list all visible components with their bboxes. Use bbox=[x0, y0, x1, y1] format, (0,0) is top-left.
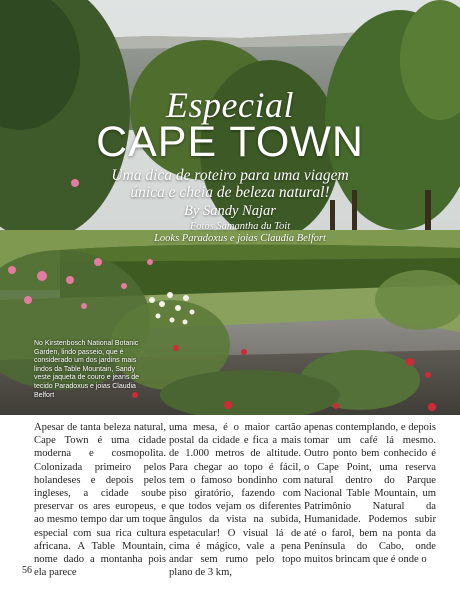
byline: By Sandy Najar bbox=[184, 203, 276, 219]
photo-caption: No Kirstenbosch National Botanic Garden, lindo passeio, que é considerado um dos jardins mais lindos da Table Mountain, Sandy veste jaqueta de couro e jeans de tecido Paradoxus e joias Claudia Belfort bbox=[34, 340, 140, 399]
text-column-1 bbox=[34, 421, 166, 579]
text-column-3 bbox=[304, 421, 436, 566]
credits-looks: Looks Paradoxus e joias Claudia Belfort bbox=[154, 233, 326, 244]
column-3-text: apenas contemplando, e depois tomar um café lá mesmo. Outro ponto bem conhecido é o Cape Point, uma reserva natural dentro do Parque Nacional Table Mountain, um Patrimônio Natural da Humanidade. Podemos subir até o farol, bem na ponta da Península do Cabo, onde muitos brincam que é onde o bbox=[304, 422, 436, 566]
section-kicker: Especial bbox=[166, 85, 294, 125]
column-2-text: uma mesa, é o maior cartão postal da cidade e fica a mais de 1.000 metros de altitude. Para chegar ao topo é fácil, tem o famoso bondinho com piso giratório, fazendo com que todos vejam os diferentes ângulos da vista na subida, espetacular! O visual lá de cima é mágico, vale a pena andar sem rumo pelo topo plano de 3 km, bbox=[169, 422, 301, 579]
text-column-2 bbox=[169, 421, 301, 579]
page-number: 56 bbox=[22, 565, 32, 576]
photo-credits bbox=[120, 221, 360, 245]
column-1-text: Apesar de tanta beleza natural, Cape Town é uma cidade moderna e cosmopolita. Colonizada primeiro pelos holandeses e depois pelos ingleses, a cidade soube preservar os ares europeus, e ao mesmo tempo dar um toque especial com sua rica cultura africana. A Table Mountain, nome dado a montanha pois ela parece bbox=[34, 422, 166, 579]
article-subtitle: Uma dica de roteiro para uma viagem única e cheia de beleza natural! bbox=[111, 167, 349, 201]
article-title: CAPE TOWN bbox=[96, 118, 364, 166]
credits-photos: Fotos Samantha du Toit bbox=[189, 221, 291, 232]
